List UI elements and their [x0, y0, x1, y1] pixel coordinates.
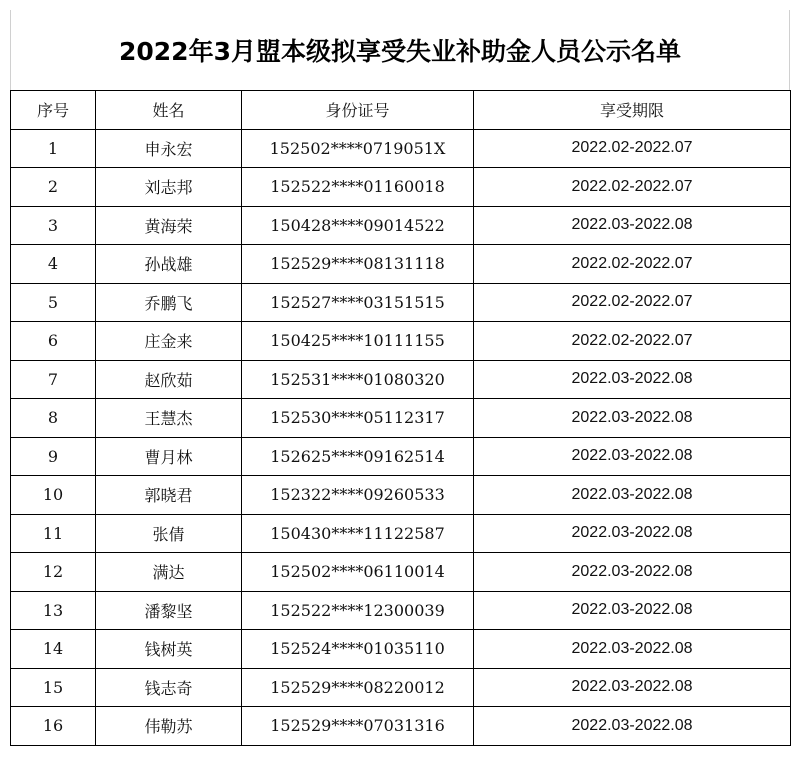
row-no-cell: 12 [11, 553, 96, 592]
row-no-cell: 6 [11, 322, 96, 361]
row-name-cell: 庄金来 [96, 322, 242, 361]
table-row [11, 399, 791, 438]
header-id: 身份证号 [242, 91, 474, 130]
row-name-cell: 郭晓君 [96, 476, 242, 515]
row-id-cell: 152522****12300039 [242, 591, 474, 630]
table-body [11, 129, 791, 745]
row-id-cell: 152322****09260533 [242, 476, 474, 515]
row-name-cell: 孙战雄 [96, 245, 242, 284]
row-period-cell: 2022.03-2022.08 [474, 476, 791, 515]
row-name-cell: 刘志邦 [96, 168, 242, 207]
header-no: 序号 [11, 91, 96, 130]
row-id-cell: 152529****08220012 [242, 668, 474, 707]
row-no-cell: 14 [11, 630, 96, 669]
table-row [11, 591, 791, 630]
header-row [11, 91, 791, 130]
row-id-cell: 152529****07031316 [242, 707, 474, 746]
row-no-cell: 3 [11, 206, 96, 245]
row-period-cell: 2022.03-2022.08 [474, 668, 791, 707]
row-id-cell: 152527****03151515 [242, 283, 474, 322]
row-no-cell: 13 [11, 591, 96, 630]
row-name-cell: 潘黎坚 [96, 591, 242, 630]
row-no-cell: 2 [11, 168, 96, 207]
row-period-cell: 2022.03-2022.08 [474, 707, 791, 746]
row-id-cell: 152530****05112317 [242, 399, 474, 438]
row-name-cell: 申永宏 [96, 129, 242, 168]
row-no-cell: 11 [11, 514, 96, 553]
row-name-cell: 张倩 [96, 514, 242, 553]
table-row [11, 553, 791, 592]
title-cell [10, 10, 790, 90]
row-id-cell: 152531****01080320 [242, 360, 474, 399]
row-period-cell: 2022.02-2022.07 [474, 129, 791, 168]
row-period-cell: 2022.03-2022.08 [474, 437, 791, 476]
row-id-cell: 152502****06110014 [242, 553, 474, 592]
table-row [11, 129, 791, 168]
row-id-cell: 150430****11122587 [242, 514, 474, 553]
row-no-cell: 9 [11, 437, 96, 476]
row-name-cell: 黄海荣 [96, 206, 242, 245]
row-period-cell: 2022.02-2022.07 [474, 168, 791, 207]
row-period-cell: 2022.03-2022.08 [474, 630, 791, 669]
row-no-cell: 7 [11, 360, 96, 399]
table-row [11, 630, 791, 669]
row-no-cell: 15 [11, 668, 96, 707]
table-row [11, 322, 791, 361]
row-name-cell: 乔鹏飞 [96, 283, 242, 322]
table-row [11, 245, 791, 284]
row-id-cell: 150428****09014522 [242, 206, 474, 245]
table-row [11, 476, 791, 515]
table-row [11, 668, 791, 707]
row-period-cell: 2022.03-2022.08 [474, 360, 791, 399]
row-no-cell: 5 [11, 283, 96, 322]
table-row [11, 206, 791, 245]
row-id-cell: 152625****09162514 [242, 437, 474, 476]
row-id-cell: 152529****08131118 [242, 245, 474, 284]
row-no-cell: 16 [11, 707, 96, 746]
header-name: 姓名 [96, 91, 242, 130]
table-row [11, 168, 791, 207]
table-row [11, 360, 791, 399]
row-no-cell: 1 [11, 129, 96, 168]
row-name-cell: 满达 [96, 553, 242, 592]
table-row [11, 437, 791, 476]
table-row [11, 283, 791, 322]
row-period-cell: 2022.03-2022.08 [474, 591, 791, 630]
row-period-cell: 2022.03-2022.08 [474, 553, 791, 592]
row-period-cell: 2022.03-2022.08 [474, 399, 791, 438]
row-period-cell: 2022.03-2022.08 [474, 514, 791, 553]
row-no-cell: 10 [11, 476, 96, 515]
row-name-cell: 曹月林 [96, 437, 242, 476]
table-header [11, 91, 791, 130]
row-name-cell: 王慧杰 [96, 399, 242, 438]
row-name-cell: 伟勒苏 [96, 707, 242, 746]
header-period: 享受期限 [474, 91, 791, 130]
page-title: 2022年3月盟本级拟享受失业补助金人员公示名单 [119, 37, 681, 66]
row-name-cell: 钱志奇 [96, 668, 242, 707]
row-period-cell: 2022.03-2022.08 [474, 206, 791, 245]
row-no-cell: 8 [11, 399, 96, 438]
row-name-cell: 钱树英 [96, 630, 242, 669]
table-row [11, 514, 791, 553]
row-no-cell: 4 [11, 245, 96, 284]
row-period-cell: 2022.02-2022.07 [474, 245, 791, 284]
row-id-cell: 152502****0719051X [242, 129, 474, 168]
row-period-cell: 2022.02-2022.07 [474, 283, 791, 322]
row-id-cell: 152524****01035110 [242, 630, 474, 669]
roster-table [10, 90, 791, 746]
table-row [11, 707, 791, 746]
row-id-cell: 150425****10111155 [242, 322, 474, 361]
row-period-cell: 2022.02-2022.07 [474, 322, 791, 361]
row-name-cell: 赵欣茹 [96, 360, 242, 399]
row-id-cell: 152522****01160018 [242, 168, 474, 207]
